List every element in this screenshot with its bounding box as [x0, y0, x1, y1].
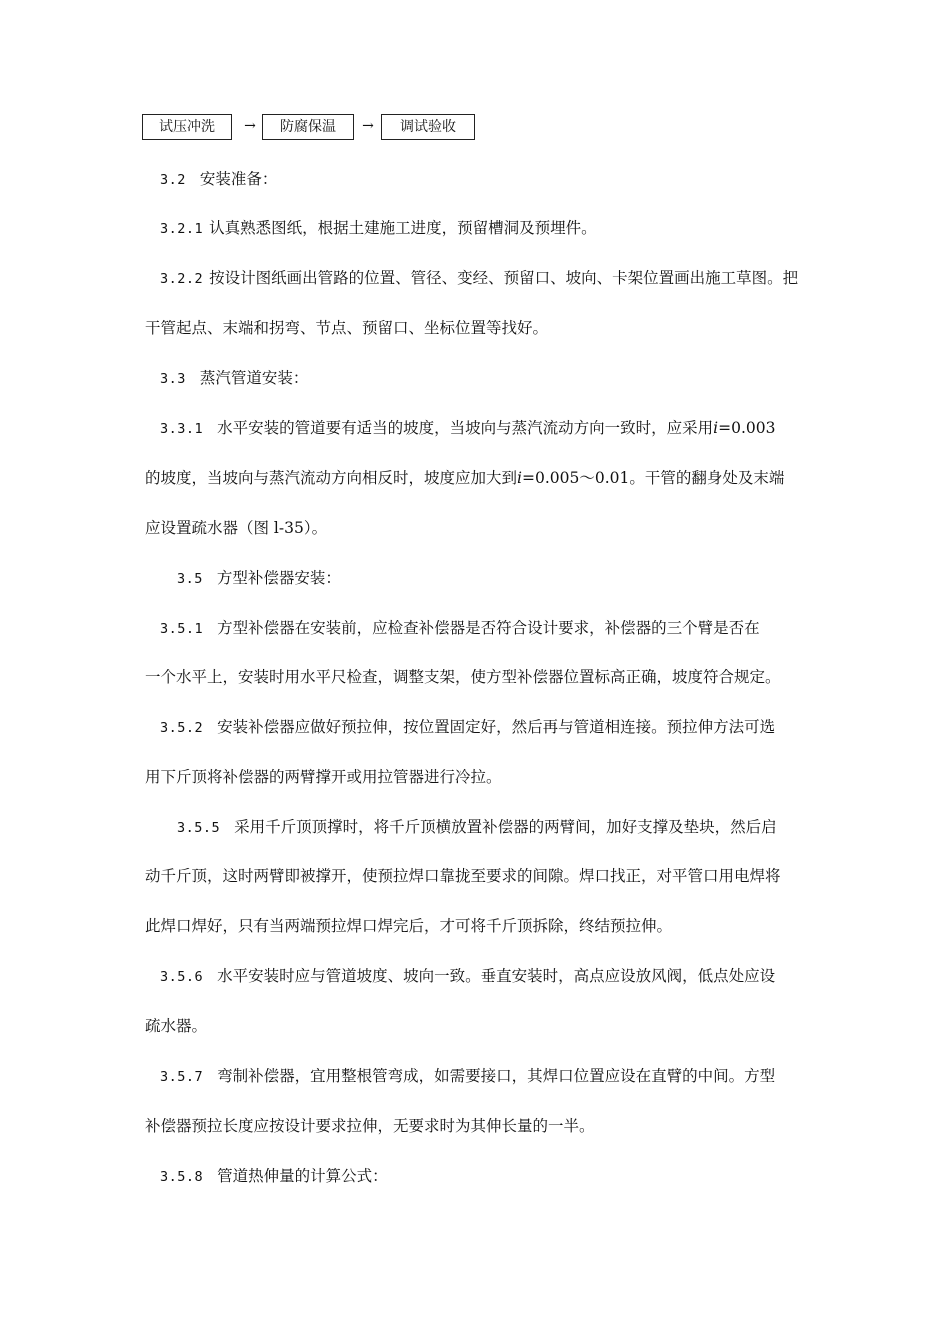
- paragraph-3-5-2-line-1: 3.5.2 安装补偿器应做好预拉伸，按位置固定好，然后再与管道相连接。预拉伸方法可选: [160, 718, 776, 736]
- paragraph-3-2-1: 3.2.1 认真熟悉图纸，根据土建施工进度，预留槽洞及预埋件。: [160, 219, 597, 237]
- flow-step-commissioning: 调试验收: [381, 114, 475, 140]
- paragraph-3-3-1-line-2: 的坡度，当坡向与蒸汽流动方向相反时，坡度应加大到i=0.005～0.01。干管的翻身处及末端: [145, 469, 785, 487]
- section-heading-3-2: 3.2 安装准备：: [160, 170, 278, 188]
- section-heading-3-5: 3.5 方型补偿器安装：: [177, 569, 341, 587]
- paragraph-3-3-1-line-1: 3.3.1 水平安装的管道要有适当的坡度，当坡向与蒸汽流动方向一致时，应采用i=0.003: [160, 419, 776, 437]
- paragraph-3-5-2-line-2: 用下斤顶将补偿器的两臂撑开或用拉管器进行冷拉。: [145, 768, 502, 786]
- paragraph-3-2-2-line-1: 3.2.2 按设计图纸画出管路的位置、管径、变经、预留口、坡向、卡架位置画出施工草图。把: [160, 269, 799, 287]
- section-heading-3-3: 3.3 蒸汽管道安装：: [160, 369, 309, 387]
- paragraph-3-5-7-line-1: 3.5.7 弯制补偿器，宜用整根管弯成，如需要接口，其焊口位置应设在直臂的中间。方型: [160, 1067, 776, 1085]
- process-flowchart: [142, 114, 482, 140]
- paragraph-3-5-1-line-1: 3.5.1 方型补偿器在安装前，应检查补偿器是否符合设计要求，补偿器的三个臂是否在: [160, 619, 760, 637]
- paragraph-3-5-5-line-1: 3.5.5 采用千斤顶顶撑时，将千斤顶横放置补偿器的两臂间，加好支撑及垫块，然后启: [177, 818, 777, 836]
- flow-step-anticorrosion: 防腐保温: [262, 114, 354, 140]
- paragraph-3-5-1-line-2: 一个水平上，安装时用水平尺检查，调整支架，使方型补偿器位置标高正确，坡度符合规定。: [145, 668, 781, 686]
- paragraph-3-5-6-line-2: 疏水器。: [145, 1017, 208, 1035]
- flow-arrow-icon: →: [362, 118, 374, 134]
- flow-step-pressure-test: 试压冲洗: [142, 114, 232, 140]
- paragraph-3-5-5-line-2: 动千斤顶，这时两臂即被撑开，使预拉焊口靠拢至要求的间隙。焊口找正，对平管口用电焊将: [145, 867, 781, 885]
- paragraph-3-5-8: 3.5.8 管道热伸量的计算公式：: [160, 1167, 388, 1185]
- paragraph-3-5-7-line-2: 补偿器预拉长度应按设计要求拉伸，无要求时为其伸长量的一半。: [145, 1117, 595, 1135]
- flow-arrow-icon: →: [244, 118, 256, 134]
- paragraph-3-2-2-line-2: 干管起点、末端和拐弯、节点、预留口、坐标位置等找好。: [145, 319, 549, 337]
- paragraph-3-3-1-line-3: 应设置疏水器（图 l-35）。: [145, 519, 328, 537]
- paragraph-3-5-6-line-1: 3.5.6 水平安装时应与管道坡度、坡向一致。垂直安装时，高点应设放风阀，低点处应设: [160, 967, 776, 985]
- paragraph-3-5-5-line-3: 此焊口焊好，只有当两端预拉焊口焊完后，才可将千斤顶拆除，终结预拉伸。: [145, 917, 673, 935]
